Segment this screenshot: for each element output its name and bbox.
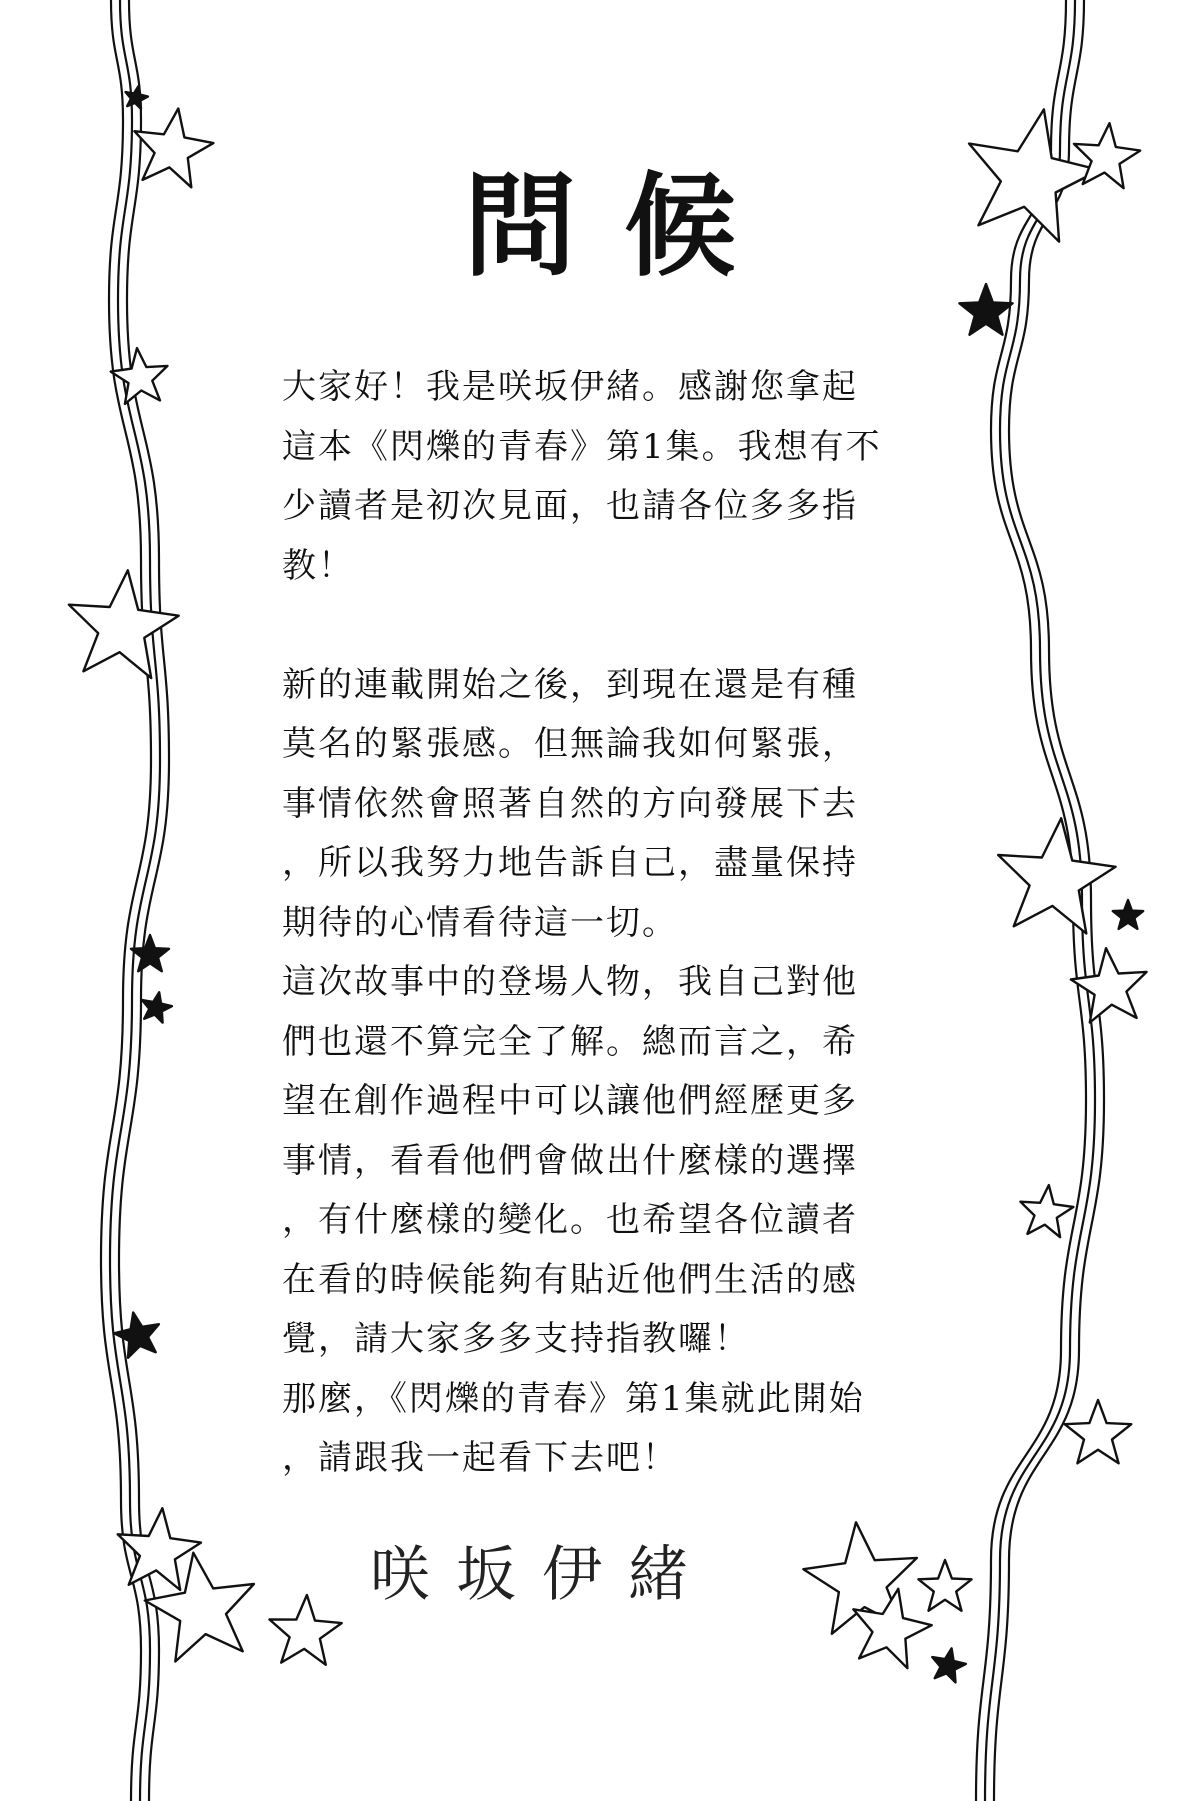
star-outline-icon xyxy=(918,1560,971,1611)
text-line: 望在創作過程中可以讓他們經歷更多 xyxy=(282,1081,858,1121)
text-line: 期待的心情看待這一切。 xyxy=(282,902,678,943)
text-line: 大家好！我是咲坂伊緒。感謝您拿起 xyxy=(282,367,858,407)
page-title: 問候 xyxy=(464,161,784,292)
text-line: ，有什麼樣的變化。也希望各位讀者 xyxy=(282,1200,858,1240)
star-filled-icon xyxy=(126,86,148,109)
paragraph-gap xyxy=(282,596,902,656)
star-outline-icon xyxy=(1020,1185,1073,1237)
author-signature: 咲坂伊緒 xyxy=(370,1540,714,1610)
text-line: 新的連載開始之後，到現在還是有種 xyxy=(282,664,858,705)
text-line: ，所以我努力地告訴自己，盡量保持 xyxy=(282,843,858,883)
star-filled-icon xyxy=(142,992,172,1022)
text-line: 事情依然會照著自然的方向發展下去 xyxy=(282,783,858,824)
paragraph-greeting xyxy=(282,358,902,596)
star-filled-icon xyxy=(932,1648,966,1682)
star-filled-icon xyxy=(1113,900,1143,929)
text-line: ，請跟我一起看下去吧！ xyxy=(282,1438,678,1478)
text-line: 少讀者是初次見面，也請各位多多指 xyxy=(282,486,858,526)
text-line: 在看的時候能夠有貼近他們生活的感 xyxy=(282,1259,858,1300)
paragraph-main xyxy=(282,656,902,1489)
star-outline-icon xyxy=(111,348,168,404)
text-line: 這本《閃爍的青春》第1集。我想有不 xyxy=(282,426,882,467)
star-outline-icon xyxy=(998,818,1115,933)
text-line: 莫名的緊張感。但無論我如何緊張， xyxy=(282,724,858,764)
star-outline-icon xyxy=(1071,948,1147,1022)
text-line: 這次故事中的登場人物，我自己對他 xyxy=(282,962,858,1002)
star-outline-icon xyxy=(1065,1400,1132,1463)
text-line: 們也還不算完全了解。總而言之，希 xyxy=(282,1021,858,1062)
star-outline-icon xyxy=(69,570,179,678)
star-filled-icon xyxy=(131,935,169,971)
letter-body xyxy=(282,358,902,1489)
text-line: 教！ xyxy=(282,545,354,586)
star-outline-icon xyxy=(270,1595,342,1665)
text-line: 覺，請大家多多支持指教囉！ xyxy=(282,1319,750,1359)
text-line: 那麼，《閃爍的青春》第1集就此開始 xyxy=(282,1378,865,1419)
text-line: 事情，看看他們會做出什麼樣的選擇 xyxy=(282,1140,858,1181)
